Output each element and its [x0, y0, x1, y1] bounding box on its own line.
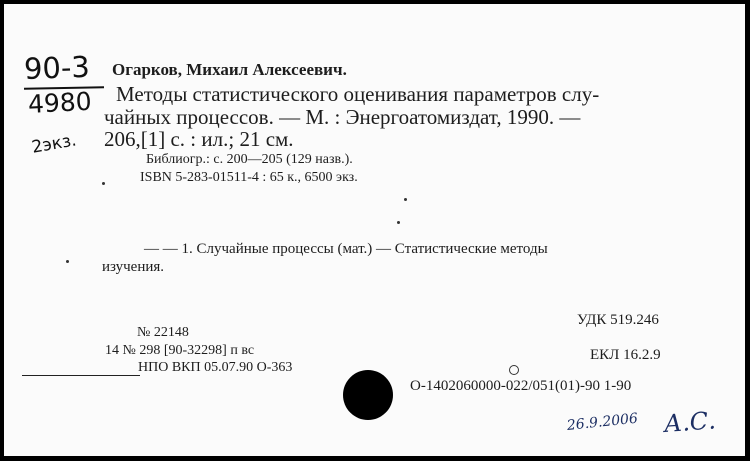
handwritten-date: 26.9.2006	[566, 410, 639, 434]
scan-speck	[66, 260, 69, 263]
author-heading: Огарков, Михаил Алексеевич.	[112, 60, 347, 79]
title-line-3: 206,[1] с. : ил.; 21 см.	[104, 127, 294, 151]
card-number: № 22148	[137, 325, 189, 340]
subject-line-1: — — 1. Случайные процессы (мат.) — Статистические методы	[144, 241, 548, 257]
small-ring-mark	[509, 365, 519, 375]
order-line: 14 № 298 [90-32298] п вс	[105, 343, 255, 358]
title-line-2: чайных процессов. — М. : Энергоатомиздат, 1990. —	[104, 105, 581, 129]
scan-speck	[102, 182, 105, 185]
scan-speck	[397, 221, 400, 224]
handwritten-shelf-mark: 90-3	[23, 49, 91, 86]
handwritten-copy-mark: 2экз.	[30, 130, 78, 158]
handwritten-initials: А.С.	[663, 406, 717, 438]
udk-code: УДК 519.246	[577, 312, 659, 328]
ekl-code: ЕКЛ 16.2.9	[590, 347, 661, 363]
subject-line-2: изучения.	[102, 259, 165, 275]
title-line-1: Методы статистического оценивания параметров слу-	[116, 82, 600, 106]
baseline-rule	[22, 375, 140, 376]
handwritten-inventory-number: 4980	[27, 86, 93, 119]
isbn-note: ISBN 5-283-01511-4 : 65 к., 6500 экз.	[140, 170, 358, 185]
publisher-code: О-1402060000-022/051(01)-90 1-90	[410, 378, 632, 394]
card-punch-hole	[343, 370, 393, 420]
catalog-card	[4, 4, 745, 456]
npo-line: НПО ВКП 05.07.90 О-363	[138, 360, 293, 375]
scan-speck	[404, 198, 407, 201]
bibliography-note: Библиогр.: с. 200—205 (129 назв.).	[146, 152, 353, 167]
